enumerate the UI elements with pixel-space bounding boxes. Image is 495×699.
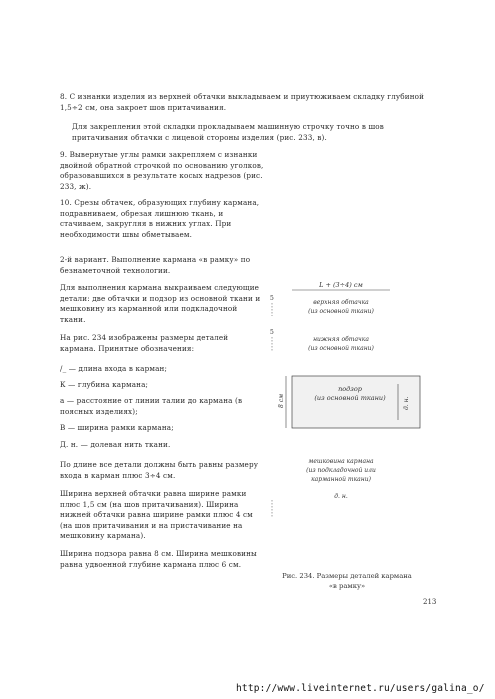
step-8: 8. С изнанки изделия из верхней обтачки выкладываем и приутюживаем складку глубиной 1,5÷2 см, она закроет шов притачивания. xyxy=(60,92,425,112)
step-10: 10. Срезы обтачек, образующих глубину кармана, подравниваем, обрезая лишнюю ткань, и стачиваем, закругляя в нижних углах. При необходимости швы обметываем. xyxy=(60,198,260,239)
podzor-grain-label: д. н. xyxy=(403,396,410,410)
lower-facing-height: 5 xyxy=(270,329,274,336)
variant-2-details: Для выполнения кармана выкраиваем следующие детали: две обтачки и подзор из основной ткани и мешковину из карманной или подкладочной ткани. xyxy=(60,283,261,324)
podzor-label: подзор xyxy=(338,385,362,393)
figure-caption xyxy=(282,571,412,591)
podzor-width-rule: Ширина подзора равна 8 см. Ширина мешковины равна удвоенной глубине кармана плюс 6 см. xyxy=(60,549,257,569)
legend-length: /_ — длина входа в карман; xyxy=(60,364,168,373)
upper-facing-sublabel: (из основной ткани) xyxy=(308,308,374,315)
page-number: 213 xyxy=(423,598,437,606)
upper-facing-height: 5 xyxy=(270,295,274,302)
lower-facing-label: нижняя обтачка xyxy=(313,336,369,343)
pocket-bag-label: мешковина кармана xyxy=(308,458,374,465)
figure-caption-line-2: «в рамку» xyxy=(328,582,366,590)
pocket-pattern-figure xyxy=(262,270,422,520)
pocket-bag-sublabel-2: карманной ткани) xyxy=(311,476,371,483)
podzor-sublabel: (из основной ткани) xyxy=(314,394,386,402)
pocket-bag-grain: д. н. xyxy=(334,493,348,500)
variant-2-legend-intro: На рис. 234 изображены размеры деталей кармана. Принятые обозначения: xyxy=(60,333,229,353)
variant-2-heading: 2-й вариант. Выполнение кармана «в рамку» по безнаметочной технологии. xyxy=(60,255,251,275)
legend-distance: а — расстояние от линии талии до кармана (в поясных изделиях); xyxy=(60,396,243,416)
legend-depth: К — глубина кармана; xyxy=(60,380,149,389)
podzor-piece xyxy=(292,376,420,428)
source-url[interactable]: http://www.liveinternet.ru/users/galina_o/ xyxy=(236,683,485,694)
length-rule: По длине все детали должны быть равны размеру входа в карман плюс 3÷4 см. xyxy=(60,460,259,480)
top-dimension-label: L + (3÷4) см xyxy=(319,281,363,289)
figure-caption-line-1: Рис. 234. Размеры деталей кармана xyxy=(282,572,412,580)
facing-width-rule: Ширина верхней обтачки равна ширине рамки плюс 1,5 см (на шов притачивания). Ширина нижней обтачки равна ширине рамки плюс 4 см (на шов притачивания и на пристачивание на мешковину кармана). xyxy=(60,489,253,541)
upper-facing-label: верхняя обтачка xyxy=(313,299,369,306)
lower-facing-sublabel: (из основной ткани) xyxy=(308,345,374,352)
step-8-note: Для закрепления этой складки прокладываем машинную строчку точно в шов притачивания обтачки с лицевой стороны изделия (рис. 233, в). xyxy=(72,122,384,142)
step-9: 9. Вывернутые углы рамки закрепляем с изнанки двойной обратной строчкой по основанию уголков, образовавшихся в результате косых надрезов (рис. 233, ж). xyxy=(60,150,264,191)
legend-grain: Д. н. — долевая нить ткани. xyxy=(60,440,171,449)
legend-width: В — ширина рамки кармана; xyxy=(60,423,174,432)
podzor-height-label: 8 см xyxy=(278,393,285,408)
pocket-bag-sublabel-1: (из подкладочной или xyxy=(306,467,376,474)
